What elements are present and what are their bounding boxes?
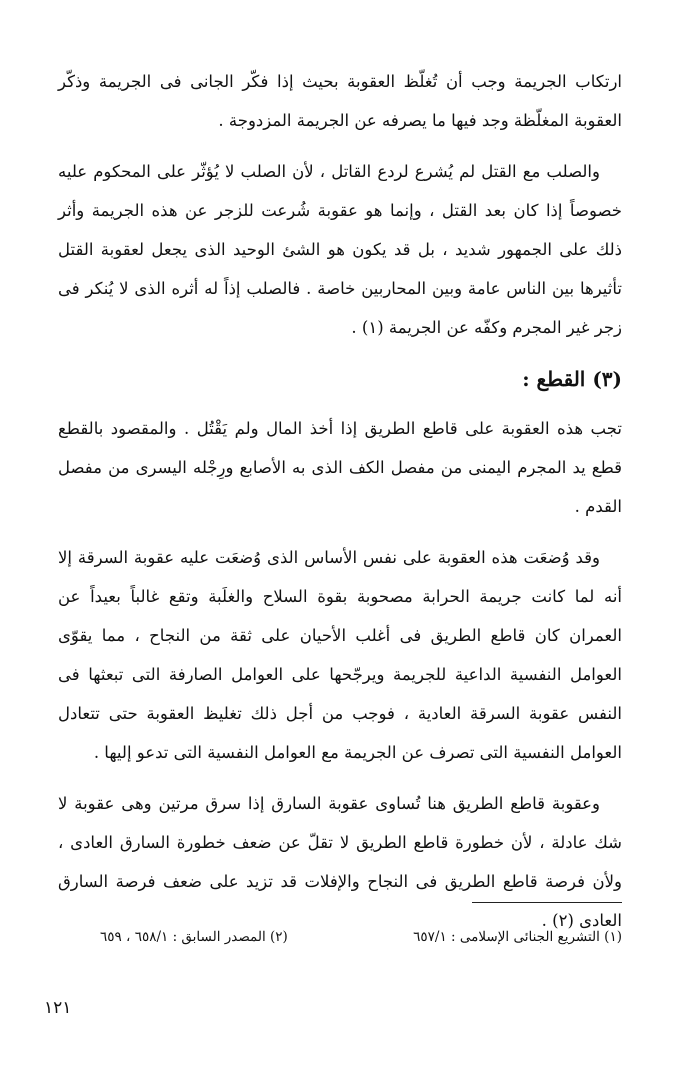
- paragraph-amputation-definition: تجب هذه العقوبة على قاطع الطريق إذا أخذ المال ولم يَقْتُل . والمقصود بالقطع قطع يد المجرم اليمنى من مفصل الكف الذى به الأصابع ورِجْله اليسرى من مفصل القدم .: [58, 419, 622, 516]
- paragraph-crucifixion: والصلب مع القتل لم يُشرع لردع القاتل ، لأن الصلب لا يُؤثّر على المحكوم عليه خصوصاً إذا كان بعد القتل ، وإنما هو عقوبة شُرعت للزجر عن هذه الجريمة وأثر ذلك على الجمهور شديد ، بل قد يكون هو الشئ الوحيد الذى يجعل لعقوبة القتل تأثيرها بين الناس عامة وبين المحاربين خاصة . فالصلب إذاً له أثره الذى لا يُنكر فى زجر غير المجرم وكفّه عن الجريمة (١) .: [58, 162, 622, 337]
- page-number: ١٢١: [44, 998, 72, 1018]
- footnotes: [100, 925, 622, 949]
- section-heading-amputation: (٣) القطع :: [522, 367, 622, 391]
- paragraph-amputation-basis: وقد وُضعَت هذه العقوبة على نفس الأساس الذى وُضعَت عليه عقوبة السرقة إلا أنه لما كانت جريمة الحرابة مصحوبة بقوة السلاح والغلَبة وتقع غالباً بعيداً عن العمران كان قاطع الطريق فى أغلب الأحيان على ثقة من النجاح ، مما يقوّى العوامل النفسية الداعية للجريمة ويرجّحها على العوامل الصارفة التى تبعثها فى النفس عقوبة السرقة العادية ، فوجب من أجل ذلك تغليظ العقوبة حتى تتعادل العوامل النفسية التى تصرف عن الجريمة مع العوامل النفسية التى تدعو إليها .: [58, 548, 622, 762]
- footnote-2: (٢) المصدر السابق : ٦٥٨/١ ، ٦٥٩: [100, 929, 288, 945]
- paragraph-continuation: ارتكاب الجريمة وجب أن تُغلّظ العقوبة بحيث إذا فكّر الجانى فى الجريمة وذكّر العقوبة المغلّظة وجد فيها ما يصرفه عن الجريمة المزدوجة .: [58, 72, 622, 130]
- body-text-top: [58, 62, 622, 952]
- footnote-divider: [472, 902, 622, 903]
- paragraph-amputation-justice: وعقوبة قاطع الطريق هنا تُساوى عقوبة السارق إذا سرق مرتين وهى عقوبة لا شك عادلة ، لأن خطورة قاطع الطريق لا تقلّ عن ضعف خطورة السارق العادى ، ولأن فرصة قاطع الطريق فى النجاح والإفلات قد تزيد على ضعف فرصة السارق العادى (٢) .: [58, 794, 622, 930]
- footnote-1: (١) التشريع الجنائى الإسلامى : ٦٥٧/١: [413, 929, 622, 945]
